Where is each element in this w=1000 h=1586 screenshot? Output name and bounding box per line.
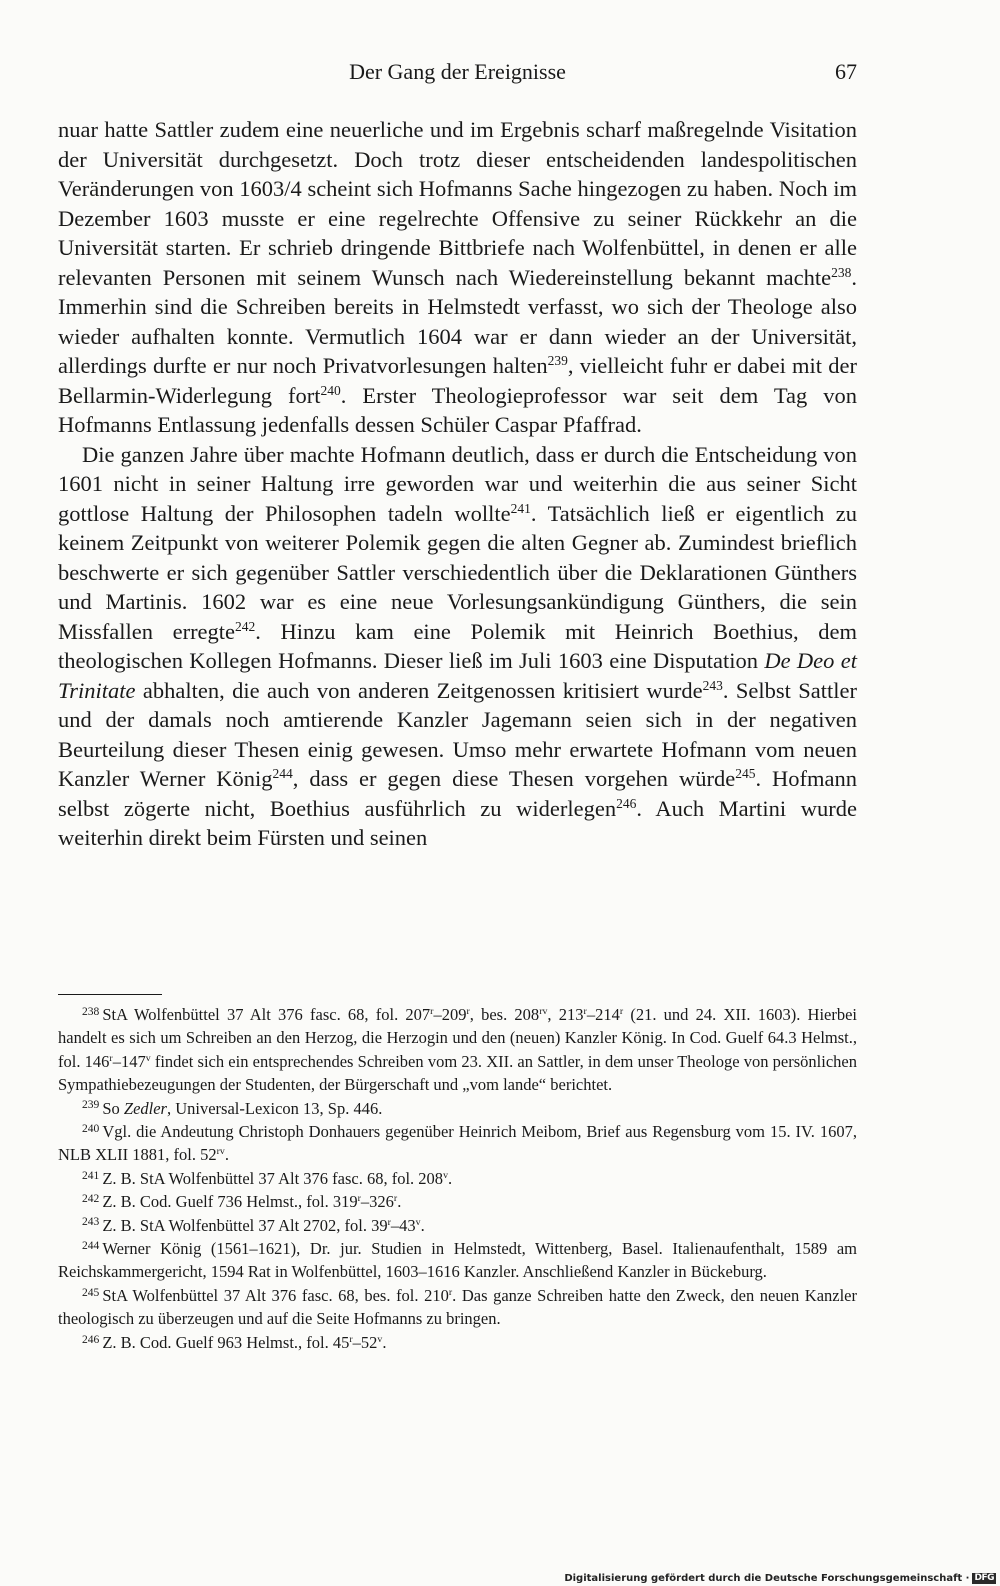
superscript: 242 (235, 618, 256, 634)
superscript: v (377, 1333, 383, 1345)
text-run: . Hofmann selbst zögerte nicht, Boethius ausführlich zu widerlegen (58, 766, 857, 821)
paragraph (58, 115, 857, 440)
superscript: r (583, 1006, 587, 1018)
text-run: . (382, 1332, 387, 1352)
footnote-number: 246 (82, 1333, 100, 1346)
footnote-number: 241 (82, 1169, 100, 1182)
text-run: , bes. 208 (469, 1005, 540, 1024)
superscript: r (619, 1006, 624, 1018)
superscript: 238 (831, 264, 852, 280)
text-run: –43 (390, 1215, 416, 1235)
text-run: Werner König (1561–1621), Dr. jur. Studien in Helmstedt, Wittenberg, Basel. Italienaufenthalt, 1589 am Reichskammergericht, 1594 Rat in Wolfenbüttel, 1603–1616 Kanzler. Anschließend Kanzler in Bückeburg. (58, 1239, 857, 1282)
digitization-stamp (564, 1573, 996, 1584)
italic-text: De Deo et Trinitate (58, 648, 857, 703)
text-run: . Immerhin sind die Schreiben bereits in Helmstedt verfasst, wo sich der Theologe also wieder aufhalten konnte. Vermutlich 1604 war er dann wieder an der Universität, allerdings durfte er nur noch Privatvorlesungen halten (58, 264, 857, 378)
superscript: r (430, 1006, 434, 1018)
text-run: StA Wolfenbüttel 37 Alt 376 fasc. 68, fol. 207 (102, 1005, 431, 1024)
footnote-number: 238 (82, 1005, 100, 1018)
text-run: . Erster Theologieprofessor war seit dem Tag von Hofmanns Entlassung jedenfalls dessen Schüler Caspar Pfaffrad. (58, 382, 857, 437)
footnotes (58, 1003, 857, 1354)
text-run: . Tatsächlich ließ er eigentlich zu keinem Zeitpunkt von weiterer Polemik gegen die alten Gegner ab. Zumindest brieflich beschwerte er sich gegenüber Sattler verschiedentlich über die Deklarationen Günthers und Martinis. 1602 war es eine neue Vorlesungsankündigung Günthers, die sein Missfallen erregte (58, 500, 857, 644)
text-run: –214 (586, 1005, 620, 1024)
italic-text: Zedler (123, 1098, 167, 1118)
text-run: , dass er gegen diese Thesen vorgehen würde (292, 766, 736, 791)
text-run: , vielleicht fuhr er dabei mit der Bellarmin-Widerlegung fort (58, 353, 857, 408)
text-run: –147 (112, 1051, 146, 1071)
text-run: . (397, 1192, 402, 1212)
superscript: v (145, 1052, 151, 1064)
footnote (58, 1003, 857, 1097)
text-run: –209 (433, 1005, 467, 1024)
superscript: r (393, 1193, 398, 1205)
text-run: , 213 (547, 1005, 584, 1024)
text-run: findet sich ein entsprechendes Schreiben vom 23. XII. an Sattler, in dem unser Theologe von persönlichen Sympathiebezeugungen der Studenten, der Bürgerschaft und „vom lande“ berichtet. (58, 1051, 857, 1095)
footnote-number: 239 (82, 1099, 100, 1112)
superscript: 240 (320, 382, 341, 398)
superscript: 243 (702, 677, 723, 693)
footnote (58, 1097, 857, 1120)
text-run: Vgl. die Andeutung Christoph Donhauers gegenüber Heinrich Meibom, Brief aus Regensburg vom 15. IV. 1607, NLB XLII 1881, fol. 52 (58, 1122, 857, 1165)
footnote-separator (58, 994, 162, 995)
text-run: , Universal-Lexicon 13, Sp. 446. (166, 1098, 383, 1118)
superscript: r (357, 1193, 361, 1205)
footnote-number: 243 (82, 1216, 100, 1229)
text-run: Die ganzen Jahre über machte Hofmann deutlich, dass er durch die Entscheidung von 1601 nicht in seiner Haltung irre geworden war und weiterhin die aus seiner Sicht gottlose Haltung der Philosophen tadeln wollte (58, 441, 857, 526)
superscript: r (466, 1006, 470, 1018)
footnote (58, 1284, 857, 1331)
footnote (58, 1120, 857, 1167)
footnote-number: 242 (82, 1193, 100, 1206)
text-run: Z. B. StA Wolfenbüttel 37 Alt 376 fasc. 68, fol. 208 (102, 1168, 444, 1188)
footnote-number: 245 (82, 1286, 100, 1299)
footnote (58, 1190, 857, 1213)
text-run: . (420, 1215, 425, 1235)
superscript: r (349, 1333, 353, 1345)
superscript: rv (539, 1006, 548, 1018)
superscript: 244 (272, 765, 293, 781)
text-run: So (102, 1098, 124, 1118)
text-run: StA Wolfenbüttel 37 Alt 376 fasc. 68, bes. fol. 210 (102, 1285, 449, 1305)
text-run: Z. B. Cod. Guelf 963 Helmst., fol. 45 (102, 1332, 350, 1352)
running-title: Der Gang der Ereignisse (349, 59, 566, 84)
dfg-logo: DFG (974, 1573, 994, 1583)
superscript: r (448, 1286, 453, 1298)
text-run: –326 (360, 1192, 394, 1212)
text-run: . Hinzu kam eine Polemik mit Heinrich Boethius, dem theologischen Kollegen Hofmanns. Dieser ließ im Juli 1603 eine Disputation (58, 618, 858, 673)
text-run: Z. B. StA Wolfenbüttel 37 Alt 2702, fol. 39 (102, 1215, 388, 1235)
superscript: v (443, 1169, 448, 1181)
text-run: abhalten, die auch von anderen Zeitgenossen kritisiert wurde (135, 677, 703, 703)
text-run: (21. und 24. XII. 1603). Hierbei handelt es sich um Schreiben an den Herzog, die Herzogin und den (neuen) Kanzler König. In Cod. Guelf 64.3 Helmst., fol. 146 (58, 1005, 858, 1071)
footnote-number: 244 (82, 1239, 100, 1252)
superscript: r (387, 1216, 391, 1228)
footnote (58, 1331, 857, 1354)
footnote-number: 240 (82, 1122, 100, 1135)
text-run: . Selbst Sattler und der damals noch amtierende Kanzler Jagemann seien sich in der negativen Beurteilung dieser Thesen einig gewesen. Umso mehr erwartete Hofmann vom neuen Kanzler Werner König (58, 677, 857, 791)
superscript: 239 (547, 352, 568, 368)
superscript: rv (216, 1146, 225, 1158)
footnote (58, 1237, 857, 1284)
footnote (58, 1214, 857, 1237)
text-run: . (224, 1145, 229, 1165)
stamp-text: Digitalisierung gefördert durch die Deutsche Forschungsgemeinschaft · (564, 1573, 970, 1584)
text-run: –52 (352, 1332, 378, 1352)
paragraph (58, 440, 857, 853)
text-run: nuar hatte Sattler zudem eine neuerliche und im Ergebnis scharf maßregelnde Visitation der Universität durchgesetzt. Doch trotz dieser entscheidenden landespolitischen Veränderungen von 1603/4 scheint sich Hofmanns Sache hingezogen zu haben. Noch im Dezember 1603 musste er eine regelrechte Offensive zu seiner Rückkehr an die Universität starten. Er schrieb dringende Bittbriefe nach Wolfenbüttel, in denen er alle relevanten Personen mit seinem Wunsch nach Wiedereinstellung bekannt machte (58, 117, 857, 290)
text-run: . Das ganze Schreiben hatte den Zweck, den neuen Kanzler theologisch zu überzeugen und auf die Seite Hofmanns zu bringen. (58, 1285, 857, 1329)
superscript: 245 (735, 765, 756, 781)
text-run: Z. B. Cod. Guelf 736 Helmst., fol. 319 (102, 1192, 358, 1212)
superscript: 241 (510, 500, 531, 516)
text-run: . (448, 1168, 453, 1188)
text-run: . Auch Martini wurde weiterhin direkt beim Fürsten und seinen (58, 795, 857, 850)
footnote (58, 1167, 857, 1190)
superscript: 246 (616, 795, 637, 811)
main-text (58, 115, 857, 853)
superscript: r (109, 1052, 113, 1064)
page-number: 67 (835, 59, 857, 84)
superscript: v (415, 1216, 421, 1228)
